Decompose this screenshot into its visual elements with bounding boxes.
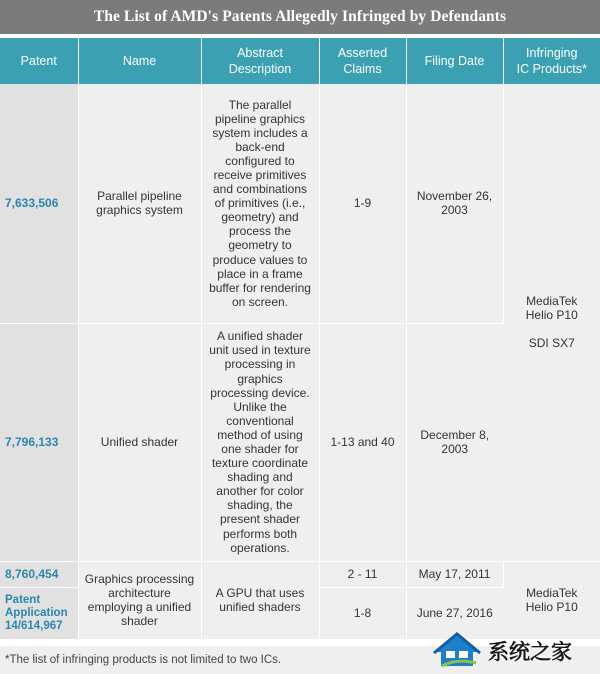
filing-date: May 17, 2011 <box>406 561 503 587</box>
patent-name: Unified shader <box>78 323 201 561</box>
infringing-products-cell <box>503 84 600 561</box>
patent-abstract: A GPU that uses unified shaders <box>201 561 319 639</box>
asserted-claims: 1-9 <box>319 84 406 323</box>
patents-table <box>0 38 600 640</box>
patent-number: 8,760,454 <box>0 561 78 587</box>
asserted-claims: 1-13 and 40 <box>319 323 406 561</box>
watermark <box>432 628 600 674</box>
table-row <box>0 84 600 323</box>
house-logo-icon <box>432 632 482 670</box>
header-name: Name <box>78 38 201 84</box>
filing-date: November 26, 2003 <box>406 84 503 323</box>
table-row <box>0 561 600 587</box>
page-title: The List of AMD's Patents Allegedly Infringed by Defendants <box>0 0 600 34</box>
patent-abstract: A unified shader unit used in texture processing in graphics processing device. Unlike the conventional method of using one shader for texture coordinate shading and another for color shading, the present shader performs both operations. <box>201 323 319 561</box>
patent-number: 7,633,506 <box>0 84 78 323</box>
product-name: MediaTek <box>526 585 578 600</box>
asserted-claims: 1-8 <box>319 587 406 639</box>
watermark-text: 系统之家 <box>488 640 572 664</box>
header-patent: Patent <box>0 38 78 84</box>
header-infringing-products: Infringing IC Products* <box>503 38 600 84</box>
asserted-claims: 2 - 11 <box>319 561 406 587</box>
table-header-row <box>0 38 600 84</box>
patent-abstract: The parallel pipeline graphics system includes a back-end configured to receive primitives and combinations of primitives (i.e., geometry) and process the geometry to produce values to place in a frame buffer for rendering on screen. <box>201 84 319 323</box>
filing-date: December 8, 2003 <box>406 323 503 561</box>
product-name: MediaTek <box>526 294 578 309</box>
patent-name: Parallel pipeline graphics system <box>78 84 201 323</box>
header-filing-date: Filing Date <box>406 38 503 84</box>
footnote: *The list of infringing products is not limited to two ICs. <box>0 646 600 674</box>
filing-date: June 27, 2016 <box>406 587 503 639</box>
header-claims: Asserted Claims <box>319 38 406 84</box>
patent-name: Graphics processing architecture employing a unified shader <box>78 561 201 639</box>
product-model: Helio P10 <box>525 308 578 323</box>
patent-number: 7,796,133 <box>0 323 78 561</box>
patent-number: Patent Application 14/614,967 <box>0 587 78 639</box>
product-name: SDI SX7 <box>528 336 575 351</box>
product-model: Helio P10 <box>525 600 578 614</box>
header-abstract: Abstract Description <box>201 38 319 84</box>
